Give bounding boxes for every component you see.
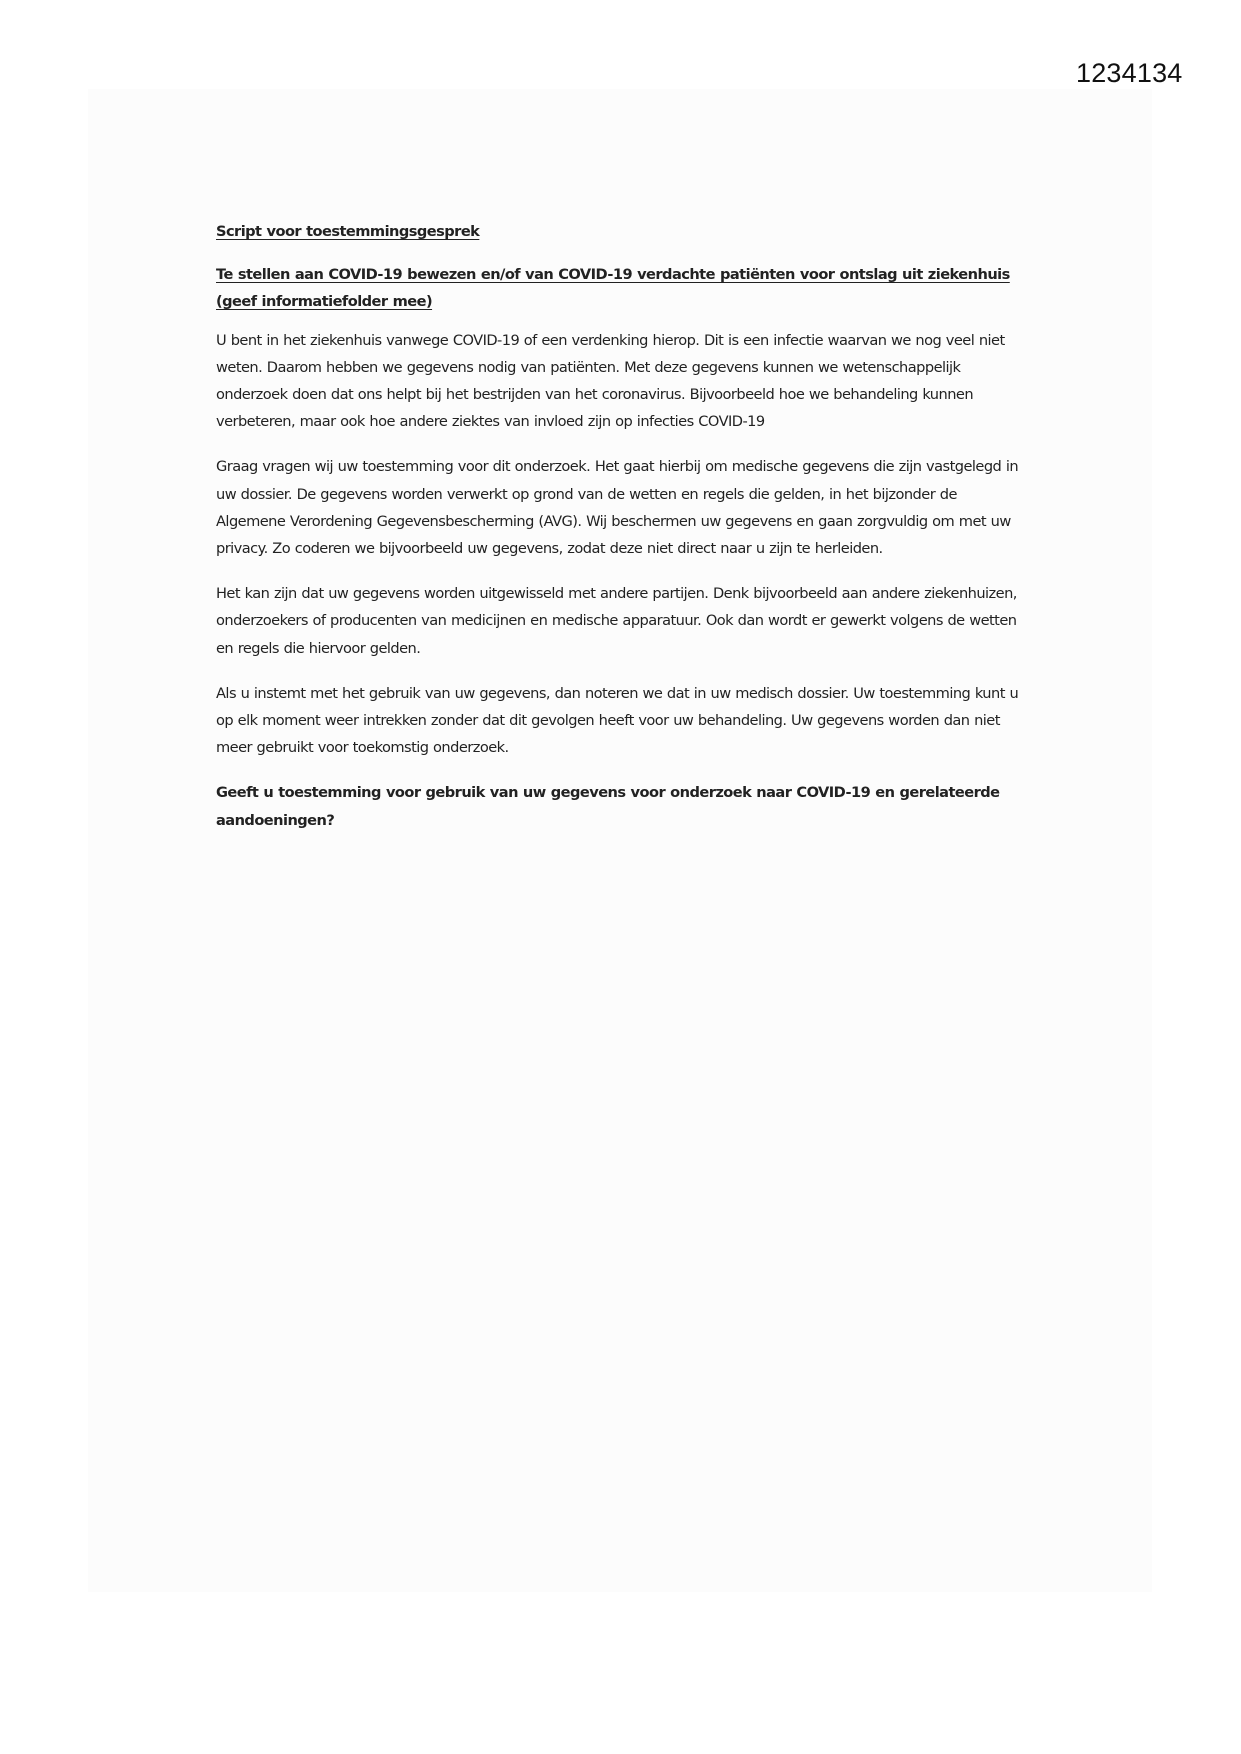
paragraph-intro: U bent in het ziekenhuis vanwege COVID-19 of een verdenking hierop. Dit is een infectie waarvan we nog veel niet weten. Daarom hebben we gegevens nodig van patiënten. Met deze gegevens kunnen we wetenschappelijk onderzoek doen dat ons helpt bij het bestrijden van het coronavirus. Bijvoorbeeld hoe we behandeling kunnen verbeteren, maar ook hoe andere ziektes van invloed zijn op infecties COVID-19 [216, 331, 1005, 431]
document-body [216, 218, 1026, 834]
paragraph-withdrawal: Als u instemt met het gebruik van uw gegevens, dan noteren we dat in uw medisch dossier. Uw toestemming kunt u op elk moment weer intrekken zonder dat dit gevolgen heeft voor uw behandeling. Uw gegevens worden dan niet meer gebruikt voor toekomstig onderzoek. [216, 684, 1019, 757]
document-subtitle: Te stellen aan COVID-19 bewezen en/of van COVID-19 verdachte patiënten voor ontslag uit ziekenhuis (geef informatiefolder mee) [216, 266, 1010, 311]
paragraph-consent-request: Graag vragen wij uw toestemming voor dit onderzoek. Het gaat hierbij om medische gegevens die zijn vastgelegd in uw dossier. De gegevens worden verwerkt op grond van de wetten en regels die gelden, in het bijzonder de Algemene Verordening Gegevensbescherming (AVG). Wij beschermen uw gegevens en gaan zorgvuldig om met uw privacy. Zo coderen we bijvoorbeeld uw gegevens, zodat deze niet direct naar u zijn te herleiden. [216, 458, 1019, 558]
document-number: 1234134 [1076, 58, 1183, 88]
document-title: Script voor toestemmingsgesprek [216, 223, 480, 240]
paragraph-data-sharing: Het kan zijn dat uw gegevens worden uitgewisseld met andere partijen. Denk bijvoorbeeld aan andere ziekenhuizen, onderzoekers of producenten van medicijnen en medische apparatuur. Ook dan wordt er gewerkt volgens de wetten en regels die hiervoor gelden. [216, 585, 1017, 657]
consent-question: Geeft u toestemming voor gebruik van uw gegevens voor onderzoek naar COVID-19 en gerelateerde aandoeningen? [216, 784, 1000, 829]
